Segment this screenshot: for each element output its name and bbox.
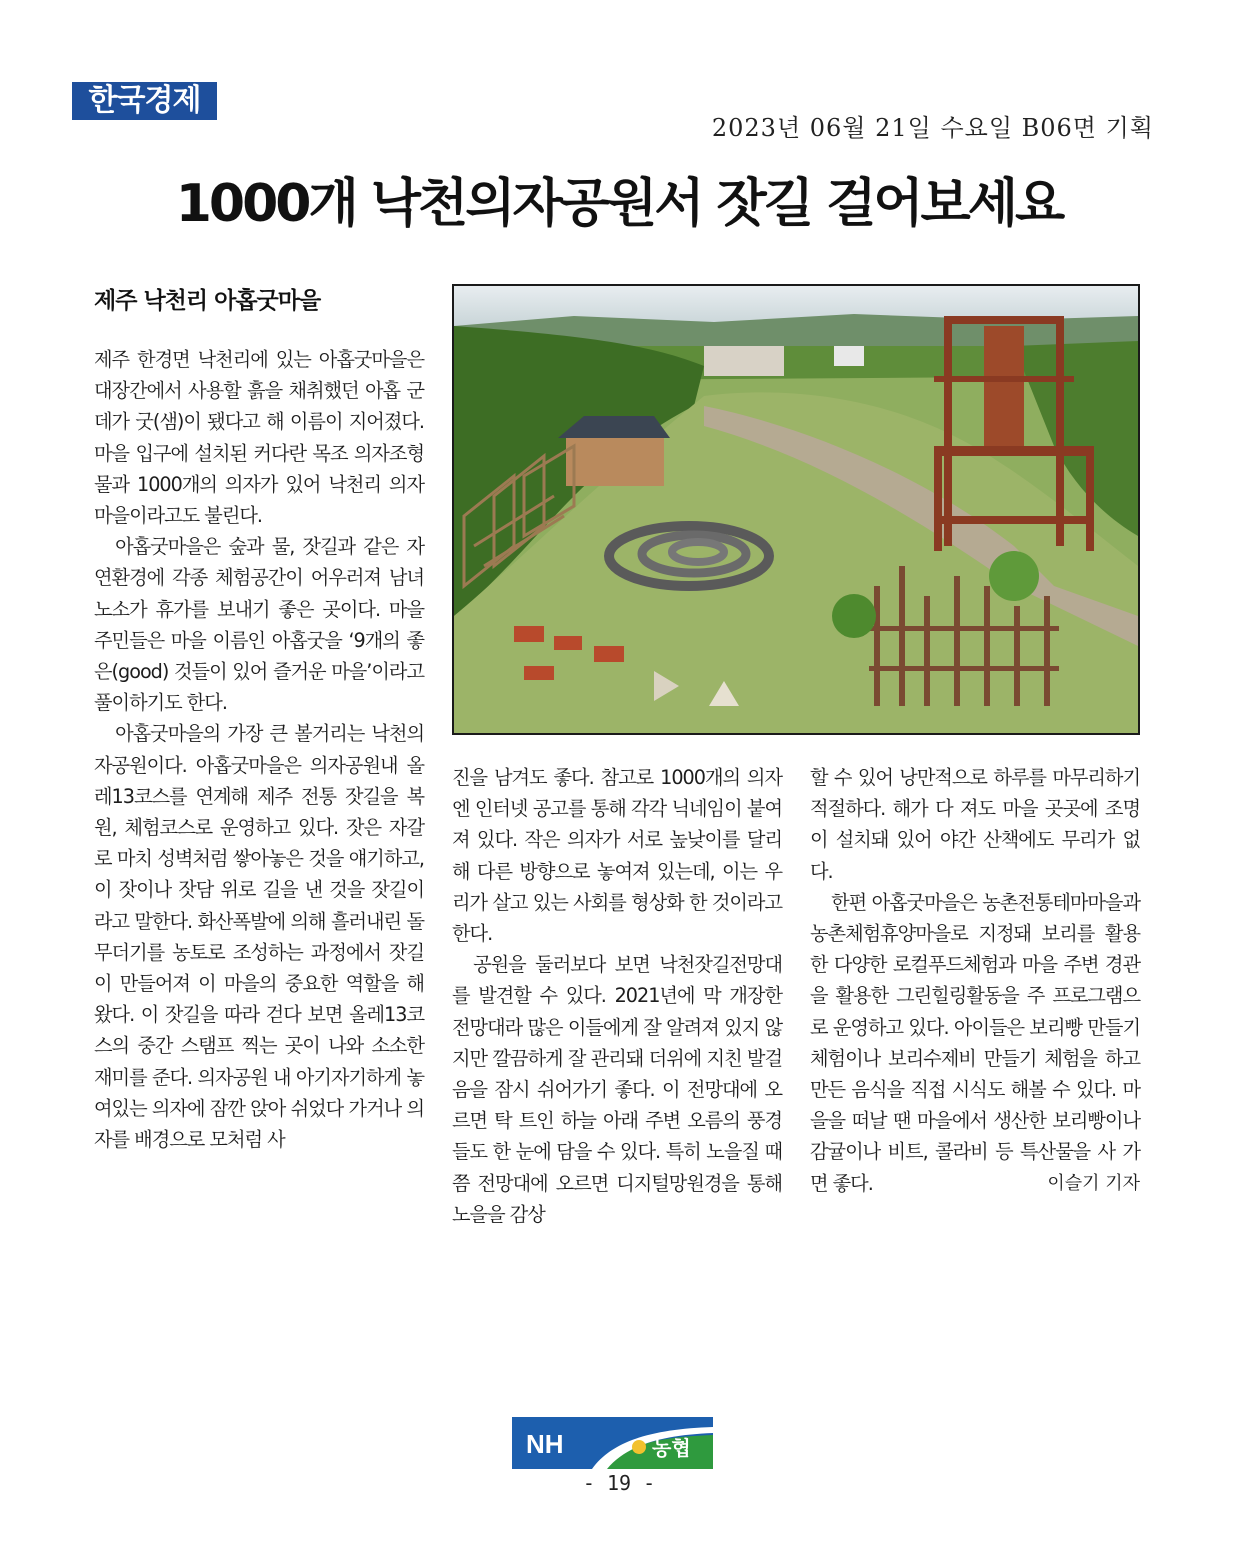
- paragraph: 제주 한경면 낙천리에 있는 아홉굿마을은 대장간에서 사용할 흙을 채취했던 아홉 군데가 굿(샘)이 됐다고 해 이름이 지어졌다. 마을 입구에 설치된 커다란 목조 의자조형물과 1000개의 의자가 있어 낙천리 의자마을이라고도 불린다.: [94, 348, 424, 528]
- logo-nonghyup-text: 농협: [652, 1436, 691, 1460]
- subheadline: 제주 낙천리 아홉굿마을: [94, 288, 321, 314]
- nh-nonghyup-logo: [512, 1417, 713, 1469]
- paragraph: 진을 남겨도 좋다. 참고로 1000개의 의자엔 인터넷 공고를 통해 각각 닉네임이 붙여져 있다. 작은 의자가 서로 높낮이를 달리해 다른 방향으로 놓여져 있는데, 이는 우리가 살고 있는 사회를 형상화 한 것이라고 한다.: [452, 766, 782, 946]
- nh-logo: [512, 1417, 713, 1469]
- paragraph: 아홉굿마을의 가장 큰 볼거리는 낙천의자공원이다. 아홉굿마을은 의자공원내 올레13코스를 연계해 제주 전통 잣길을 복원, 체험코스로 운영하고 있다. 잣은 자갈로 마치 성벽처럼 쌓아놓은 것을 얘기하고, 이 잣이나 잣담 위로 길을 낸 것을 잣길이라고 말한다. 화산폭발에 의해 흘러내린 돌무더기를 농토로 조성하는 과정에서 잣길이 만들어져 이 마을의 중요한 역할을 해 왔다. 이 잣길을 따라 걷다 보면 올레13코스의 중간 스탬프 찍는 곳이 나와 소소한 재미를 준다. 의자공원 내 아기자기하게 놓여있는 의자에 잠깐 앉아 쉬었다 가거나 의자를 배경으로 모처럼 사: [94, 722, 424, 1152]
- article-column-2: [452, 762, 782, 1230]
- paragraph: 공원을 둘러보다 보면 낙천잣길전망대를 발견할 수 있다. 2021년에 막 개장한 전망대라 많은 이들에게 잘 알려져 있지 않지만 깔끔하게 잘 관리돼 더위에 지친 발걸음을 잠시 쉬어가기 좋다. 이 전망대에 오르면 탁 트인 하늘 아래 주변 오름의 풍경들도 한 눈에 담을 수 있다. 특히 노을질 때쯤 전망대에 오르면 디지털망원경을 통해 노을을 감상: [452, 953, 782, 1226]
- paragraph: 아홉굿마을은 숲과 물, 잣길과 같은 자연환경에 각종 체험공간이 어우러져 남녀노소가 휴가를 보내기 좋은 곳이다. 마을 주민들은 마을 이름인 아홉굿을 ‘9개의 좋은(good) 것들이 있어 즐거운 마을’이라고 풀이하기도 한다.: [94, 535, 424, 715]
- paragraph-text: 한편 아홉굿마을은 농촌전통테마마을과 농촌체험휴양마을로 지정돼 보리를 활용한 다양한 로컬푸드체험과 마을 주변 경관을 활용한 그린힐링활동을 주 프로그램으로 운영하고 있다. 아이들은 보리빵 만들기 체험이나 보리수제비 만들기 체험을 하고 만든 음식을 직접 시식도 해볼 수 있다. 마을을 떠날 땐 마을에서 생산한 보리빵이나 감귤이나 비트, 콜라비 등 특산물을 사 가면 좋다.: [810, 890, 1140, 1195]
- newspaper-brand: 한국경제: [72, 82, 217, 120]
- page-number: - 19 -: [582, 1471, 656, 1495]
- article-column-3: [810, 762, 1140, 1199]
- headline: 1000개 낙천의자공원서 잣길 걸어보세요: [175, 174, 1063, 234]
- article-photo: [452, 284, 1140, 735]
- dateline: 2023년 06월 21일 수요일 B06면 기획: [711, 114, 1154, 142]
- paragraph: [810, 887, 1140, 1199]
- paragraph: 할 수 있어 낭만적으로 하루를 마무리하기 적절하다. 해가 다 져도 마을 곳곳에 조명이 설치돼 있어 야간 산책에도 무리가 없다.: [810, 766, 1140, 883]
- article-column-1: [94, 344, 424, 1155]
- byline: 이슬기 기자: [1047, 1172, 1140, 1194]
- logo-nh-text: NH: [526, 1429, 564, 1459]
- park-aerial-photo: [454, 286, 1138, 733]
